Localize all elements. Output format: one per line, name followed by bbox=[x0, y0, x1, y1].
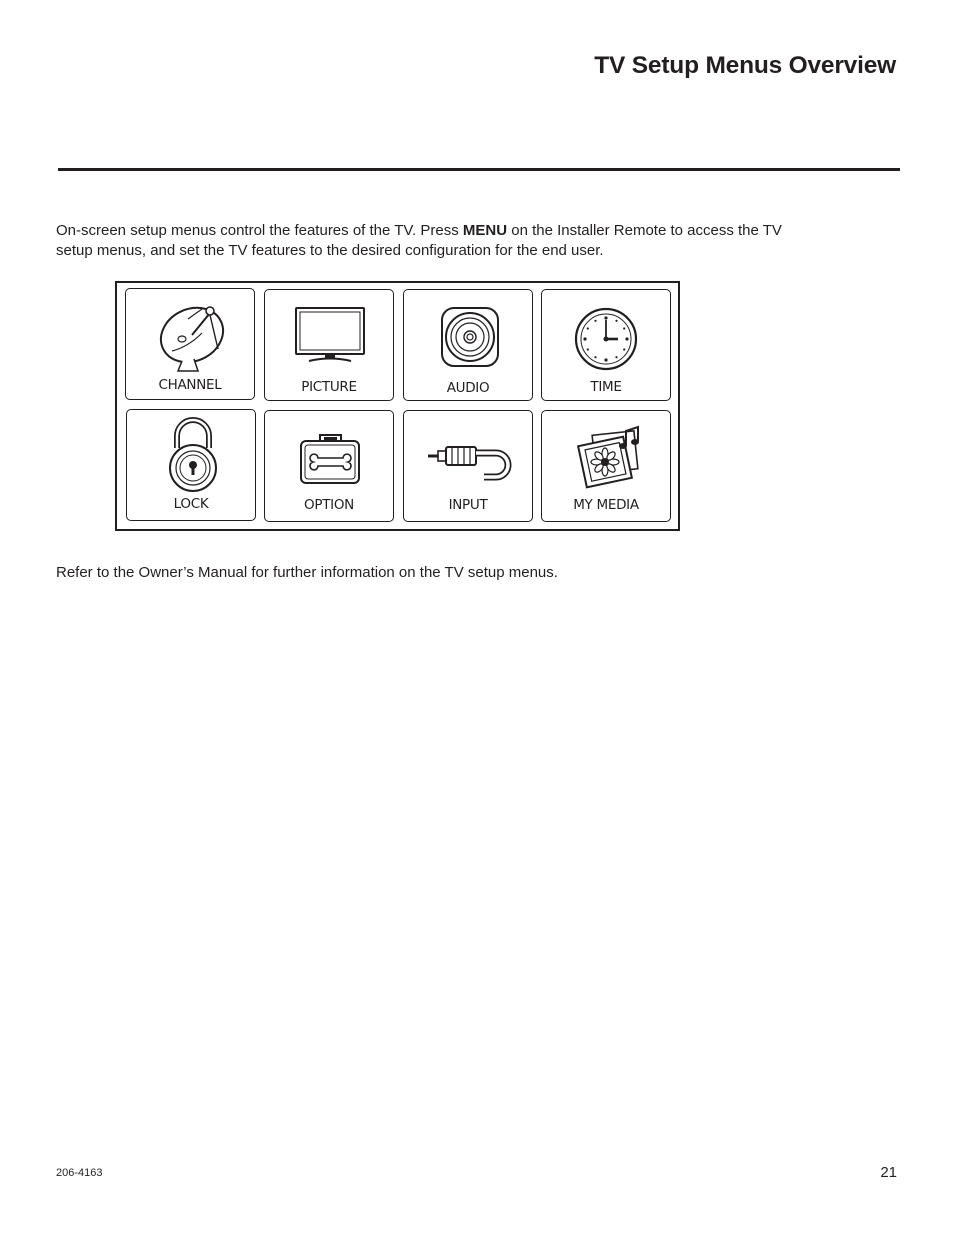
tile-label-lock: LOCK bbox=[173, 496, 209, 512]
tile-label-time: TIME bbox=[590, 379, 622, 395]
header-rule bbox=[58, 168, 900, 171]
menu-tile-input bbox=[403, 410, 533, 522]
page-title: TV Setup Menus Overview bbox=[594, 52, 896, 79]
tile-label-channel: CHANNEL bbox=[158, 377, 222, 393]
menu-tile-time bbox=[541, 289, 671, 401]
intro-text-before: On-screen setup menus control the features of the TV. Press bbox=[56, 222, 463, 239]
menu-tile-picture bbox=[264, 289, 394, 401]
intro-paragraph bbox=[56, 221, 816, 261]
tile-label-input: INPUT bbox=[448, 497, 488, 513]
intro-text-after: on the Installer Remote to access the TV setup menus, and set the TV features to the desired configuration for the end user. bbox=[56, 222, 782, 259]
menu-tile-channel bbox=[125, 288, 255, 400]
menu-tile-my-media bbox=[541, 410, 671, 522]
page-number: 21 bbox=[880, 1164, 897, 1181]
menu-tile-lock bbox=[126, 409, 256, 521]
menu-tile-audio bbox=[403, 289, 533, 401]
menu-key-name: MENU bbox=[462, 222, 508, 239]
menu-tile-option bbox=[264, 410, 394, 522]
tile-label-audio: AUDIO bbox=[446, 380, 490, 396]
tile-label-picture: PICTURE bbox=[301, 379, 357, 395]
document-number: 206-4163 bbox=[56, 1167, 103, 1179]
tile-label-my-media: MY MEDIA bbox=[573, 497, 639, 513]
setup-menu-illustration bbox=[115, 281, 680, 531]
tile-label-option: OPTION bbox=[304, 497, 354, 513]
reference-note: Refer to the Owner’s Manual for further information on the TV setup menus. bbox=[56, 564, 558, 581]
